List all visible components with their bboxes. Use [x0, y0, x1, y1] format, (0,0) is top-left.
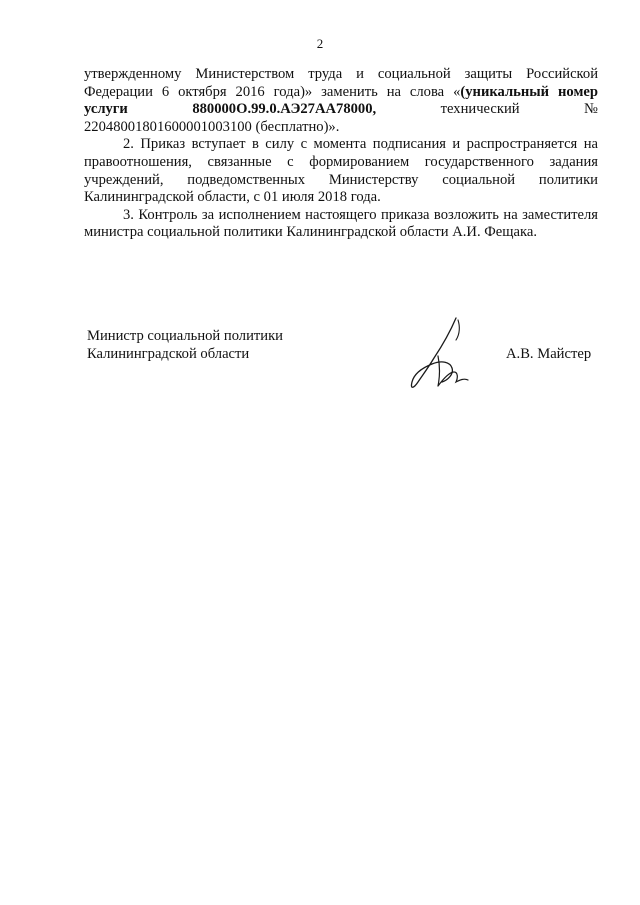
line-1-text: утвержденному Министерством труда и социальной защиты Российской [84, 66, 598, 82]
document-body [84, 66, 598, 242]
paragraph-1-line-2 [84, 84, 598, 102]
signer-name: А.В. Майстер [506, 346, 592, 362]
signer-position-line-2: Калининградской области [87, 346, 250, 362]
paragraph-2: 2. Приказ вступает в силу с момента подписания и распространяется на правоотношения, связанные с формированием государственного задания учреждений, подведомственных Министерству социальной политики Калининградской области, с 01 июля 2018 года. [84, 136, 598, 206]
signer-position [87, 327, 283, 363]
technical-label: технический [440, 101, 520, 118]
number-sign: № [584, 101, 598, 118]
paragraph-1-line-3 [84, 101, 598, 119]
handwritten-signature [398, 310, 484, 396]
signer-position-line-1: Министр социальной политики [87, 328, 283, 344]
paragraph-3: 3. Контроль за исполнением настоящего приказа возложить на заместителя министра социальной политики Калининградской области А.И. Фещака. [84, 206, 598, 241]
paragraph-1-line-4: 22048001801600001003100 (бесплатно)». [84, 118, 340, 135]
paragraph-1-line-1 [84, 66, 598, 84]
paragraph-1 [84, 66, 598, 136]
service-number: 880000О.99.0.АЭ27АА78000, [192, 101, 377, 118]
page-number: 2 [316, 36, 324, 51]
line-2-bold-text: (уникальный номер [460, 83, 598, 100]
service-label: услуги [84, 101, 128, 118]
line-2-text: Федерации 6 октября 2016 года)» заменить на слова « [84, 83, 461, 100]
